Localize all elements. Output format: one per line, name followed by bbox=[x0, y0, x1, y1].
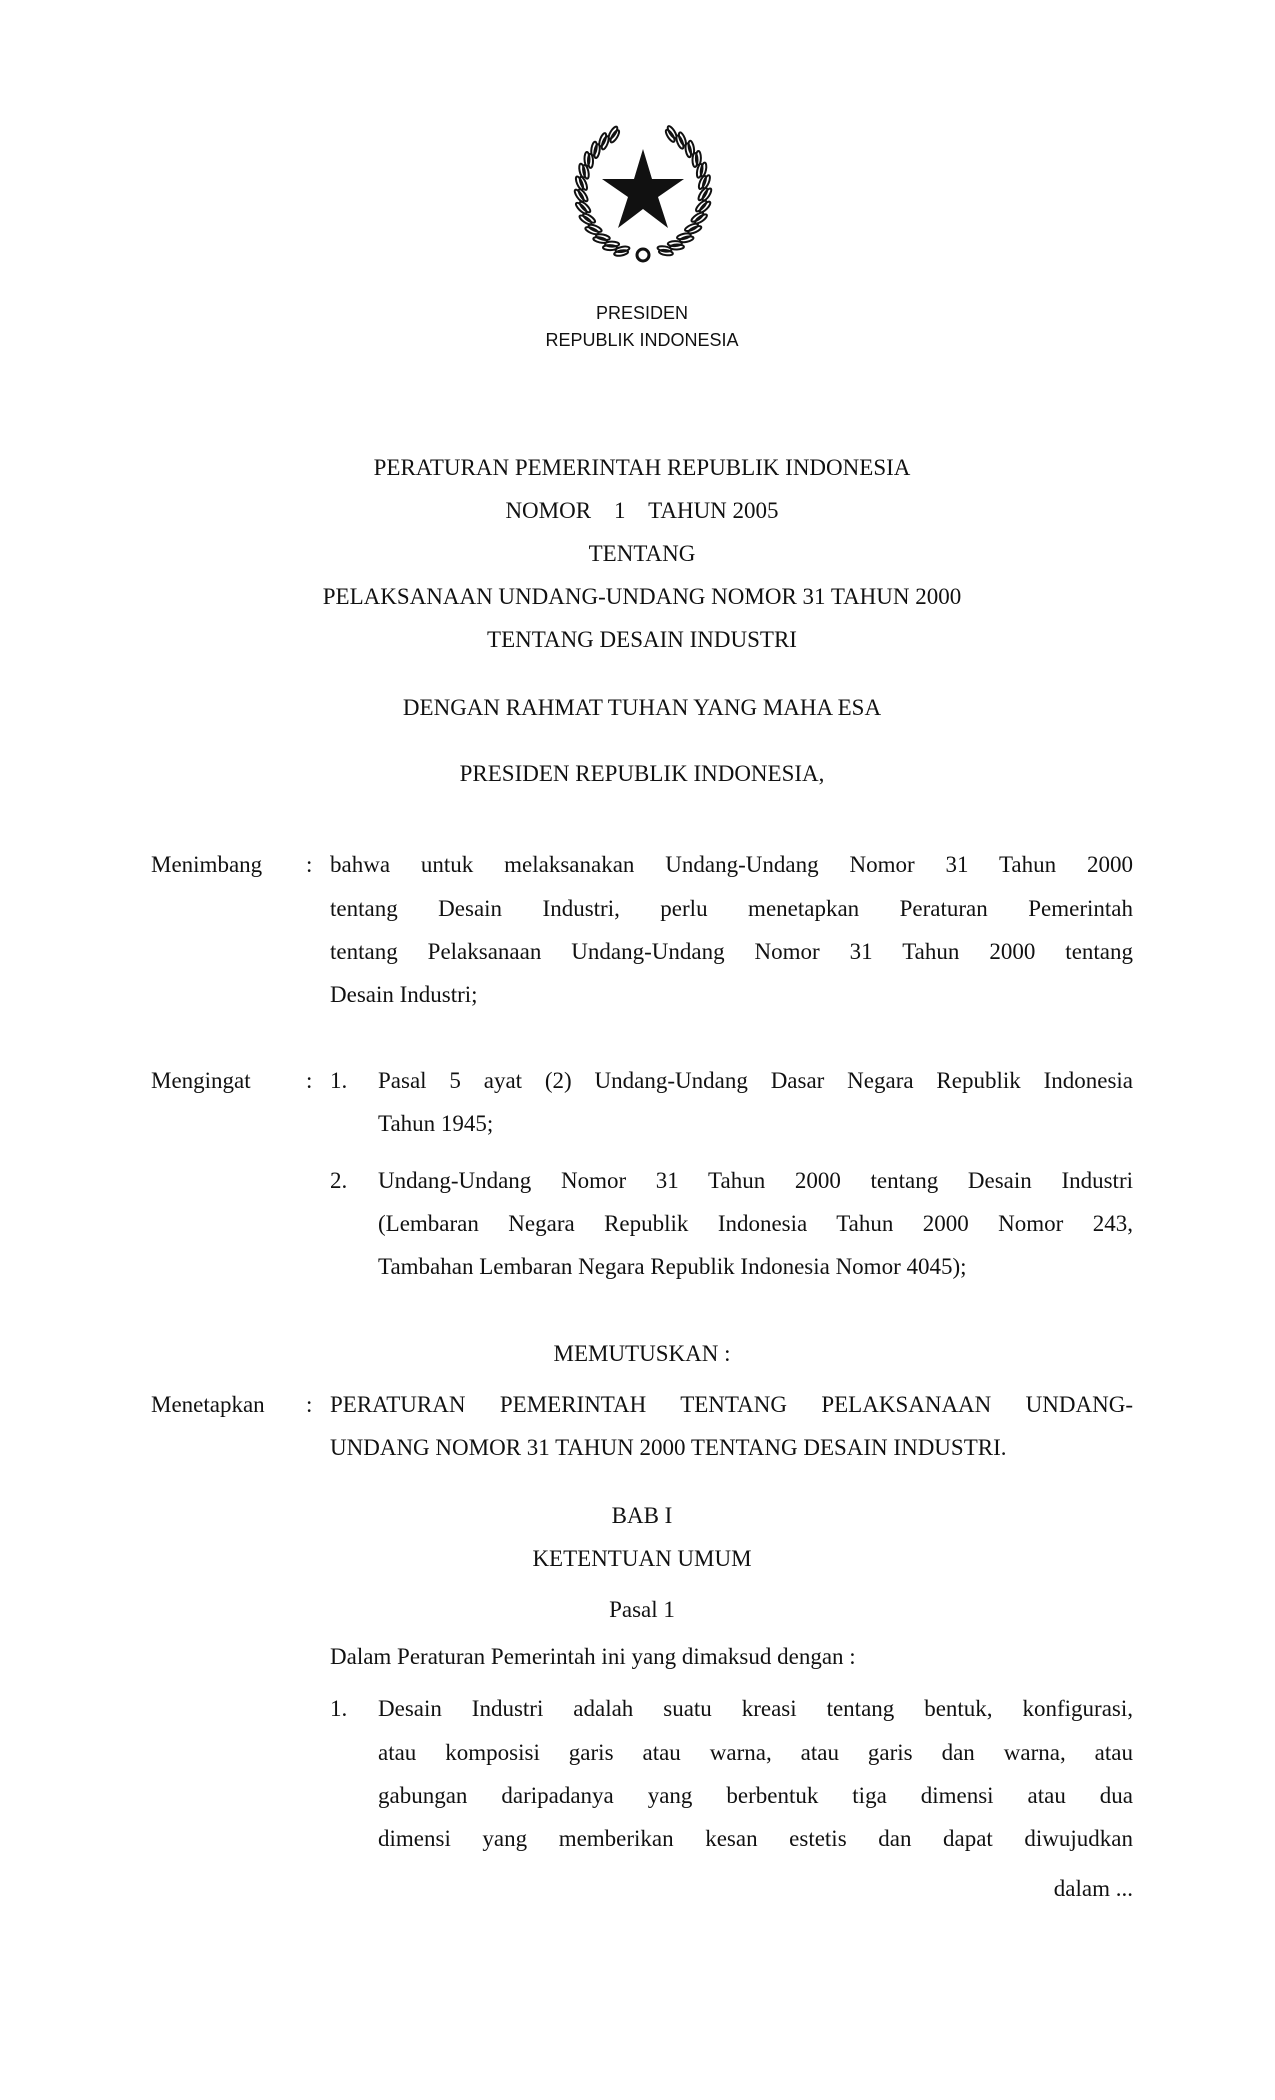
letterhead-republik: REPUBLIK INDONESIA bbox=[545, 330, 739, 350]
pasal-intro: Dalam Peraturan Pemerintah ini yang dimaksud dengan : bbox=[330, 1644, 856, 1669]
colon: : bbox=[306, 1392, 313, 1417]
memutuskan-heading: MEMUTUSKAN : bbox=[553, 1341, 731, 1366]
title-line: PELAKSANAAN UNDANG-UNDANG NOMOR 31 TAHUN 2000 bbox=[322, 584, 962, 609]
bab-subtitle: KETENTUAN UMUM bbox=[532, 1546, 752, 1571]
continuation-catchword: dalam ... bbox=[1053, 1876, 1133, 1901]
title-line: PERATURAN PEMERINTAH REPUBLIK INDONESIA bbox=[373, 455, 911, 480]
definition-line: Desain Industri adalah suatu kreasi tentang bentuk, konfigurasi, bbox=[378, 1696, 1133, 1721]
bab-title: BAB I bbox=[611, 1503, 673, 1528]
list-number: 1. bbox=[330, 1068, 348, 1093]
president-heading: PRESIDEN REPUBLIK INDONESIA, bbox=[459, 761, 825, 786]
wreath-leaf bbox=[605, 241, 619, 246]
menetapkan-line: PERATURAN PEMERINTAH TENTANG PELAKSANAAN UNDANG- bbox=[330, 1392, 1133, 1417]
mengingat-line: (Lembaran Negara Republik Indonesia Tahun 2000 Nomor 243, bbox=[378, 1211, 1133, 1236]
mengingat-line: Undang-Undang Nomor 31 Tahun 2000 tentang Desain Industri bbox=[378, 1168, 1133, 1193]
menimbang-line: tentang Desain Industri, perlu menetapkan Peraturan Pemerintah bbox=[330, 896, 1133, 921]
list-number: 1. bbox=[330, 1696, 348, 1721]
mengingat-line: Pasal 5 ayat (2) Undang-Undang Dasar Negara Republik Indonesia bbox=[378, 1068, 1133, 1093]
presidential-emblem-icon bbox=[562, 117, 724, 273]
definition-line: gabungan daripadanya yang berbentuk tiga dimensi atau dua bbox=[378, 1783, 1133, 1808]
colon: : bbox=[306, 1068, 313, 1093]
list-number: 2. bbox=[330, 1168, 348, 1193]
title-line: TENTANG bbox=[588, 541, 696, 566]
menetapkan-label: Menetapkan bbox=[151, 1392, 265, 1417]
title-number: NOMOR 1 TAHUN 2005 bbox=[505, 498, 779, 523]
menimbang-label: Menimbang bbox=[151, 852, 263, 877]
wreath-leaf bbox=[677, 232, 692, 240]
menimbang-line: Desain Industri; bbox=[330, 982, 478, 1007]
pasal-title: Pasal 1 bbox=[609, 1597, 675, 1622]
wreath-leaf bbox=[685, 143, 693, 158]
menimbang-line: tentang Pelaksanaan Undang-Undang Nomor 31 Tahun 2000 tentang bbox=[330, 939, 1133, 964]
mengingat-line: Tambahan Lembaran Negara Republik Indonesia Nomor 4045); bbox=[378, 1254, 967, 1279]
invocation: DENGAN RAHMAT TUHAN YANG MAHA ESA bbox=[402, 695, 882, 720]
definition-line: dimensi yang memberikan kesan estetis dan dapat diwujudkan bbox=[378, 1826, 1133, 1851]
menetapkan-line: UNDANG NOMOR 31 TAHUN 2000 TENTANG DESAIN INDUSTRI. bbox=[330, 1435, 1007, 1460]
letterhead-presiden: PRESIDEN bbox=[595, 303, 689, 323]
colon: : bbox=[306, 852, 313, 877]
wreath-leaf bbox=[588, 154, 593, 168]
mengingat-line: Tahun 1945; bbox=[378, 1111, 494, 1136]
mengingat-label: Mengingat bbox=[151, 1068, 251, 1093]
menimbang-line: bahwa untuk melaksanakan Undang-Undang Nomor 31 Tahun 2000 bbox=[330, 852, 1133, 877]
definition-line: atau komposisi garis atau warna, atau garis dan warna, atau bbox=[378, 1740, 1133, 1765]
title-line: TENTANG DESAIN INDUSTRI bbox=[487, 627, 797, 652]
